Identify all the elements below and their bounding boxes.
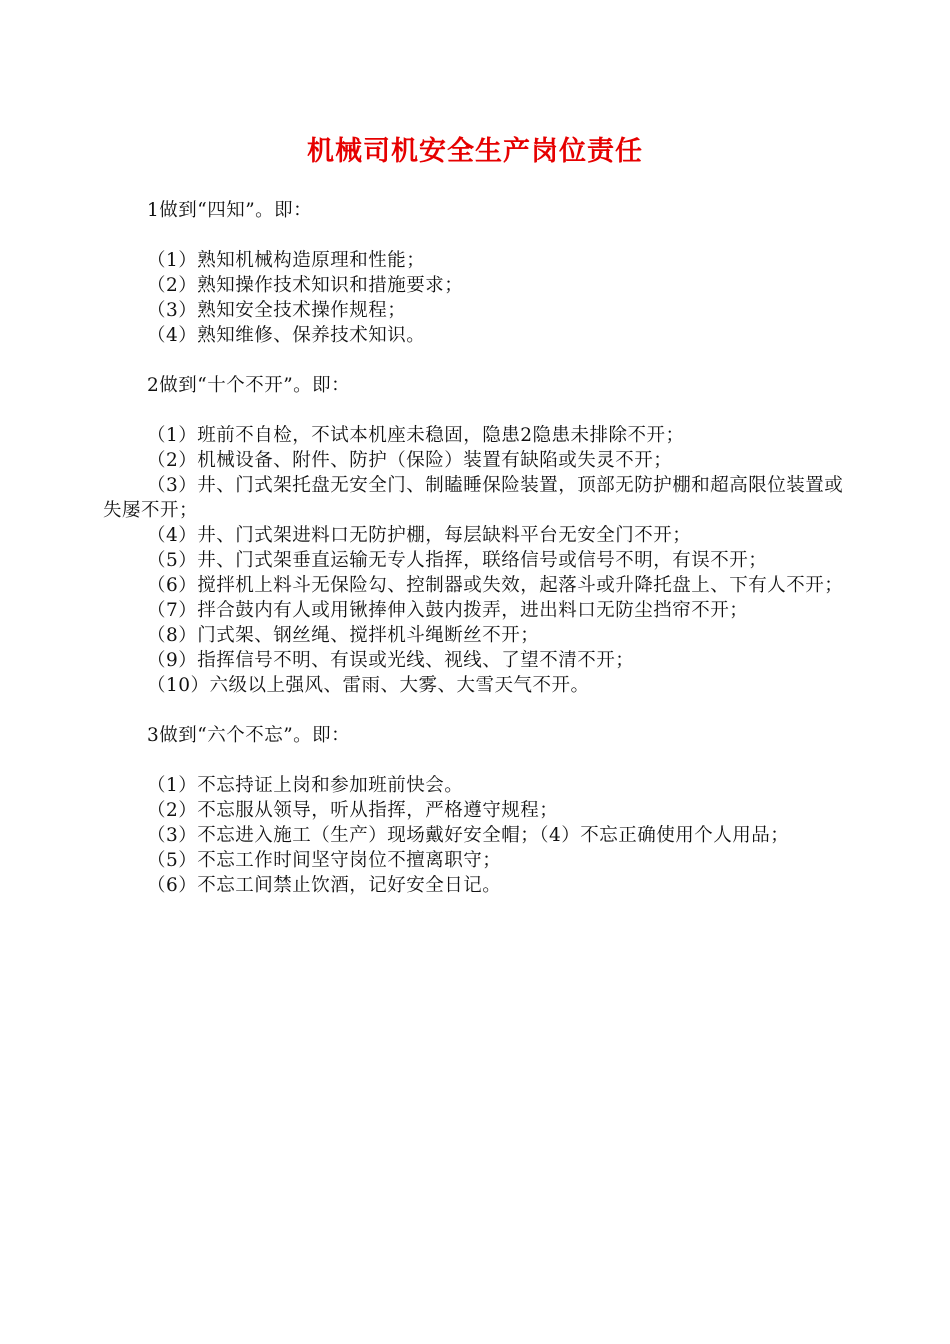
list-item: （4）井、门式架进料口无防护棚，每层缺料平台无安全门不开； (147, 525, 692, 546)
section-list-ten-no-operate (103, 423, 855, 698)
section-heading-ten-no-operate: 2做到“十个不开”。即： (147, 375, 351, 396)
list-item: （9）指挥信号不明、有误或光线、视线、了望不清不开； (147, 650, 635, 671)
list-item: （4）熟知维修、保养技术知识。 (147, 325, 426, 346)
section-list-six-not-forget (103, 773, 855, 898)
list-item: （2）机械设备、附件、防护（保险）装置有缺陷或失灵不开； (147, 450, 673, 471)
list-item: （3）井、门式架托盘无安全门、制瞌睡保险装置，顶部无防护棚和超高限位装置或失屡不开； (103, 475, 844, 521)
list-item: （2）熟知操作技术知识和措施要求； (147, 275, 464, 296)
list-item: （10）六级以上强风、雷雨、大雾、大雪天气不开。 (147, 675, 590, 696)
list-item: （8）门式架、钢丝绳、搅拌机斗绳断丝不开； (147, 625, 540, 646)
list-item: （7）拌合鼓内有人或用锹捧伸入鼓内拨弄，进出料口无防尘挡帘不开； (147, 600, 749, 621)
list-item: （1）班前不自检，不试本机座未稳固，隐患2隐患未排除不开； (147, 425, 685, 446)
list-item: （6）不忘工间禁止饮酒，记好安全日记。 (147, 875, 502, 896)
list-item: （3）熟知安全技术操作规程； (147, 300, 407, 321)
list-item: （3）不忘进入施工（生产）现场戴好安全帽；（4）不忘正确使用个人用品； (147, 825, 790, 846)
list-item: （2）不忘服从领导，听从指挥，严格遵守规程； (147, 800, 559, 821)
list-item: （5）不忘工作时间坚守岗位不擅离职守； (147, 850, 502, 871)
section-heading-four-knows: 1做到“四知”。即： (147, 200, 313, 221)
document-body (103, 198, 855, 923)
section-heading-six-not-forget: 3做到“六个不忘”。即： (147, 725, 351, 746)
list-item: （1）不忘持证上岗和参加班前快会。 (147, 775, 464, 796)
list-item: （1）熟知机械构造原理和性能； (147, 250, 426, 271)
list-item: （6）搅拌机上料斗无保险勾、控制器或失效，起落斗或升降托盘上、下有人不开； (147, 575, 844, 596)
list-item: （5）井、门式架垂直运输无专人指挥，联络信号或信号不明，有误不开； (147, 550, 768, 571)
section-list-four-knows (103, 248, 855, 348)
document-title: 机械司机安全生产岗位责任 (307, 136, 643, 167)
